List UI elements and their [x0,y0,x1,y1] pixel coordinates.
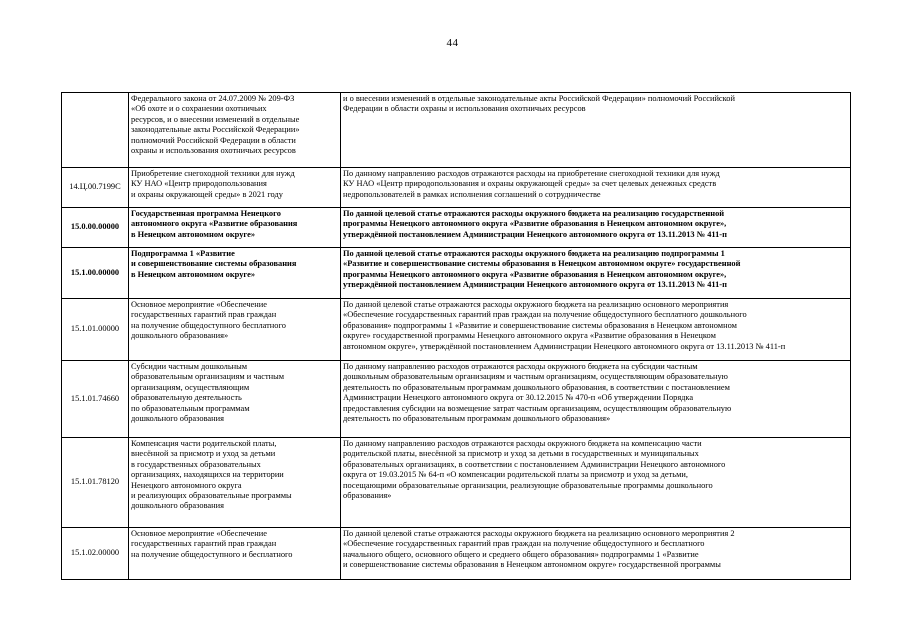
table-row [62,361,851,438]
table-row [62,299,851,361]
description-text: По данному направлению расходов отражаются расходы на приобретение снегоходной техники для нужд КУ НАО «Центр природопользования и охраны окружающей среды» за счет целевых денежных средств недропользователей в рамках исполнения соглашений о сотрудничестве [343,169,720,199]
target-article-name [129,528,341,580]
name-text: Субсидии частным дошкольным образовательным организациям и частным организациям, осуществляющим образовательную деятельность по образовательным программам дошкольного образования [131,362,285,424]
target-article-code: 15.1.01.00000 [62,299,129,361]
table-row [62,528,851,580]
budget-classification-table [61,92,851,580]
table-row [62,168,851,208]
table-row [62,93,851,168]
target-article-description [341,299,851,361]
target-article-name [129,299,341,361]
target-article-name [129,93,341,168]
description-text: По данной целевой статье отражаются расходы окружного бюджета на реализацию основного мероприятия 2 «Обеспечение государственных гарантий прав граждан на получение общедоступного и бесплатного начального общего, основного общего и среднего общего образования» подпрограммы 1 «Развитие и совершенствование системы образования в Ненецком автономном округе» государственной программы [343,529,735,570]
description-text: По данной целевой статье отражаются расходы окружного бюджета на реализацию подпрограммы 1 «Развитие и совершенствование системы образования в Ненецком автономном округе» государственной программы Ненецкого автономного округа «Развитие образования в Ненецком автономном округе», утверждённой постановлением Администрации Ненецкого автономного округа от 13.11.2013 № 411-п [343,249,741,290]
target-article-name [129,361,341,438]
name-text: Основное мероприятие «Обеспечение государственных гарантий прав граждан на получение общедоступного бесплатного дошкольного образования» [131,300,286,341]
table-row [62,438,851,528]
page-number: 44 [446,37,459,49]
target-article-code [62,93,129,168]
target-article-name [129,438,341,528]
name-text: Федерального закона от 24.07.2009 № 209-ФЗ «Об охоте и о сохранении охотничьих ресурсов, и о внесении изменений в отдельные законодательные акты Российской Федерации» полномочий Российской Федерации в области охраны и использования охотничьих ресурсов [131,94,300,156]
description-text: и о внесении изменений в отдельные законодательные акты Российской Федерации» полномочий Российской Федерации в области охраны и использования охотничьих ресурсов [343,94,735,114]
description-text: По данному направлению расходов отражаются расходы окружного бюджета на компенсацию части родительской платы, внесённой за присмотр и уход за детьми в государственных и муниципальных образовательных организациях, в соответствии с постановлением Администрации Ненецкого автономного округа от 19.03.2015 № 64-п «О компенсации родительской платы за присмотр и уход за детьми, посещающими образовательные организации, реализующие образовательные программы дошкольного образования» [343,439,726,501]
target-article-description [341,93,851,168]
table-row [62,248,851,299]
target-article-description [341,248,851,299]
target-article-description [341,208,851,248]
target-article-code: 15.1.01.74660 [62,361,129,438]
name-text: Приобретение снегоходной техники для нужд КУ НАО «Центр природопользования и охраны окружающей среды» в 2021 году [131,169,295,199]
target-article-description [341,528,851,580]
target-article-name [129,168,341,208]
target-article-description [341,168,851,208]
target-article-code: 14.Ц.00.7199С [62,168,129,208]
name-text: Компенсация части родительской платы, внесённой за присмотр и уход за детьми в государственных образовательных организациях, находящихся на территории Ненецкого автономного округа и реализующих образовательные программы дошкольного образования [131,439,292,511]
name-text: Государственная программа Ненецкого автономного округа «Развитие образования в Ненецком автономном округе» [131,209,298,239]
description-text: По данной целевой статье отражаются расходы окружного бюджета на реализацию государственной программы Ненецкого автономного округа «Развитие образования в Ненецком автономном округе», утверждённой постановлением Администрации Ненецкого автономного округа от 13.11.2013 № 411-п [343,209,727,239]
target-article-code: 15.1.00.00000 [62,248,129,299]
target-article-code: 15.1.02.00000 [62,528,129,580]
name-text: Основное мероприятие «Обеспечение государственных гарантий прав граждан на получение общедоступного и бесплатного [131,529,293,559]
description-text: По данной целевой статье отражаются расходы окружного бюджета на реализацию основного мероприятия «Обеспечение государственных гарантий прав граждан на получение общедоступного бесплатного дошкольного образования» подпрограммы 1 «Развитие и совершенствование системы образования в Ненецком автономном округе» государственной программы Ненецкого автономного округа «Развитие образования в Ненецком автономном округе», утверждённой постановлением Администрации Ненецкого автономного округа от 13.11.2013 № 411-п [343,300,786,351]
description-text: По данному направлению расходов отражаются расходы окружного бюджета на субсидии частным дошкольным образовательным организациям и частным организациям, осуществляющим образовательную деятельность по образовательным программам дошкольного образования, в соответствии с постановлением Администрации Ненецкого автономного округа от 30.12.2015 № 470-п «Об утверждении Порядка предоставления субсидии на возмещение затрат частным организациям, осуществляющим образовательную деятельность по образовательным программам дошкольного образования» [343,362,732,424]
target-article-name [129,248,341,299]
table-row [62,208,851,248]
target-article-code: 15.1.01.78120 [62,438,129,528]
name-text: Подпрограмма 1 «Развитие и совершенствование системы образования в Ненецком автономном округе» [131,249,297,279]
target-article-description [341,361,851,438]
target-article-code: 15.0.00.00000 [62,208,129,248]
target-article-name [129,208,341,248]
target-article-description [341,438,851,528]
